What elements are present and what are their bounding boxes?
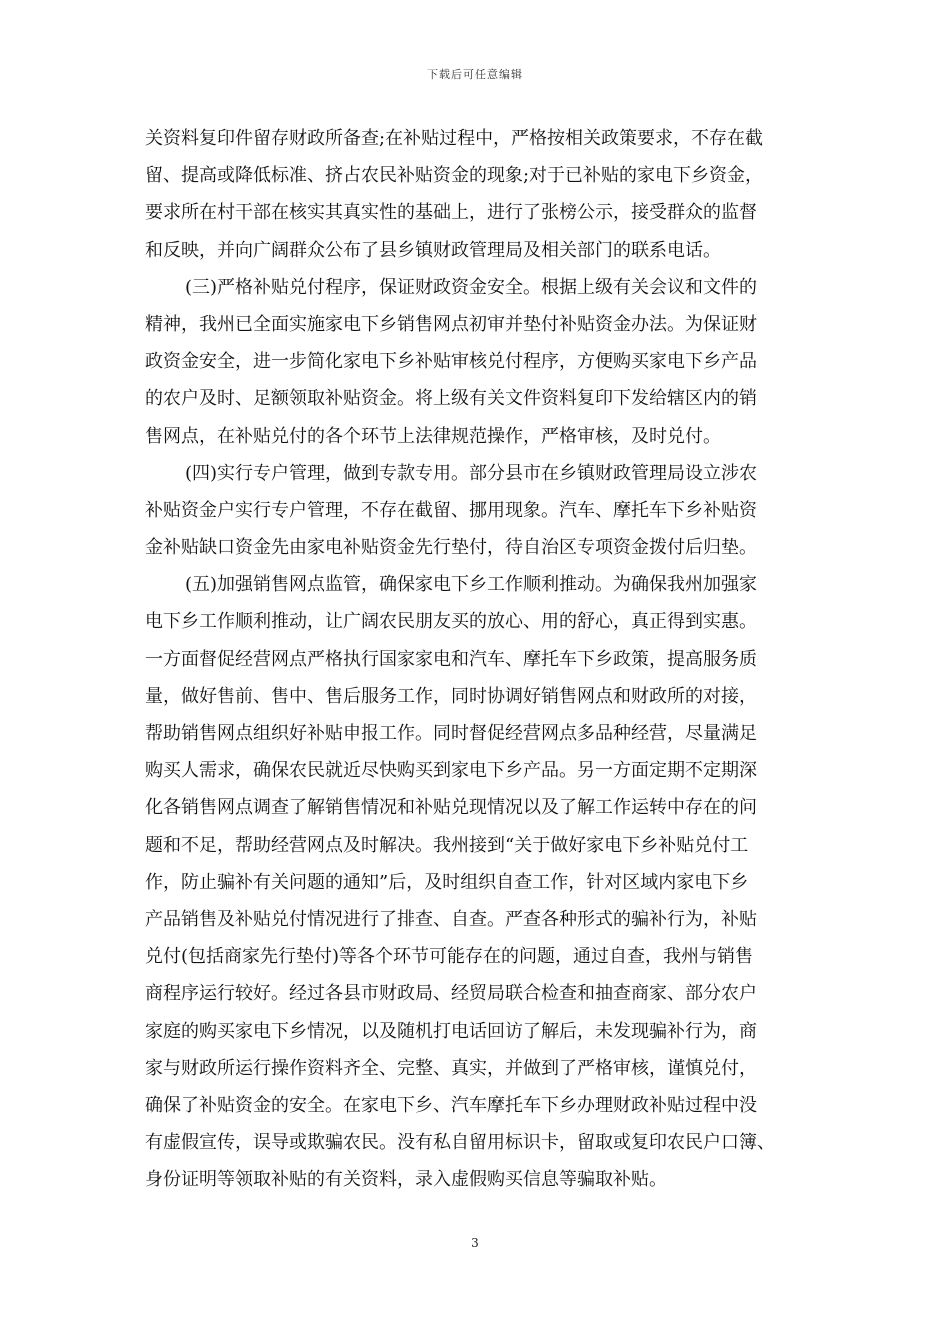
text-line: 确保了补贴资金的安全。在家电下乡、汽车摩托车下乡办理财政补贴过程中没: [145, 1094, 757, 1116]
text-line: 购买人需求，确保农民就近尽快购买到家电下乡产品。另一方面定期不定期深: [145, 760, 757, 782]
text-line: 有虚假宣传，误导或欺骗农民。没有私自留用标识卡，留取或复印农民户口簿、: [145, 1132, 775, 1154]
text-line: 留、提高或降低标准、挤占农民补贴资金的现象;对于已补贴的家电下乡资金，: [145, 165, 764, 187]
text-line: 化各销售网点调查了解销售情况和补贴兑现情况以及了解工作运转中存在的问: [145, 797, 757, 819]
text-line: 政资金安全，进一步简化家电下乡补贴审核兑付程序，方便购买家电下乡产品: [145, 351, 757, 373]
text-line: 金补贴缺口资金先由家电补贴资金先行垫付，待自治区专项资金拨付后归垫。: [145, 537, 757, 559]
text-line: 精神，我州已全面实施家电下乡销售网点初审并垫付补贴资金办法。为保证财: [145, 313, 757, 335]
text-line: 补贴资金户实行专户管理，不存在截留、挪用现象。汽车、摩托车下乡补贴资: [145, 499, 757, 521]
page-number: 3: [471, 1236, 479, 1250]
text-line: 作，防止骗补有关问题的通知”后，及时组织自查工作，针对区域内家电下乡: [145, 871, 749, 893]
text-line: 家庭的购买家电下乡情况，以及随机打电话回访了解后，未发现骗补行为，商: [145, 1020, 757, 1042]
paragraph-start-line: (三)严格补贴兑付程序，保证财政资金安全。根据上级有关会议和文件的: [185, 276, 758, 298]
text-line: 要求所在村干部在核实其真实性的基础上，进行了张榜公示，接受群众的监督: [145, 202, 757, 224]
text-line: 电下乡工作顺利推动，让广阔农民朋友买的放心、用的舒心，真正得到实惠。: [145, 611, 757, 633]
document-body: [145, 120, 807, 1198]
text-line: 售网点，在补贴兑付的各个环节上法律规范操作，严格审核，及时兑付。: [145, 425, 721, 447]
text-line: 帮助销售网点组织好补贴申报工作。同时督促经营网点多品种经营，尽量满足: [145, 723, 757, 744]
text-line: 兑付(包括商家先行垫付)等各个环节可能存在的问题，通过自查，我州与销售: [145, 946, 754, 968]
text-line: 商程序运行较好。经过各县市财政局、经贸局联合检查和抽查商家、部分农户: [145, 983, 757, 1005]
text-line: 的农户及时、足额领取补贴资金。将上级有关文件资料复印下发给辖区内的销: [145, 388, 757, 410]
text-line: 关资料复印件留存财政所备查;在补贴过程中，严格按相关政策要求，不存在截: [145, 128, 764, 149]
text-line: 量，做好售前、售中、售后服务工作，同时协调好销售网点和财政所的对接，: [145, 685, 757, 707]
text-line: 产品销售及补贴兑付情况进行了排查、自查。严查各种形式的骗补行为，补贴: [145, 908, 757, 930]
page-header: 下载后可任意编辑: [427, 68, 523, 81]
text-line: 身份证明等领取补贴的有关资料，录入虚假购买信息等骗取补贴。: [145, 1169, 667, 1191]
text-line: 题和不足，帮助经营网点及时解决。我州接到“关于做好家电下乡补贴兑付工: [145, 834, 749, 856]
paragraph-start-line: (五)加强销售网点监管，确保家电下乡工作顺利推动。为确保我州加强家: [185, 574, 758, 596]
text-line: 和反映，并向广阔群众公布了县乡镇财政管理局及相关部门的联系电话。: [145, 239, 721, 261]
text-line: 一方面督促经营网点严格执行国家家电和汽车、摩托车下乡政策，提高服务质: [145, 648, 757, 670]
text-line: 家与财政所运行操作资料齐全、完整、真实，并做到了严格审核，谨慎兑付，: [145, 1057, 757, 1079]
paragraph-start-line: (四)实行专户管理，做到专款专用。部分县市在乡镇财政管理局设立涉农: [185, 462, 758, 484]
